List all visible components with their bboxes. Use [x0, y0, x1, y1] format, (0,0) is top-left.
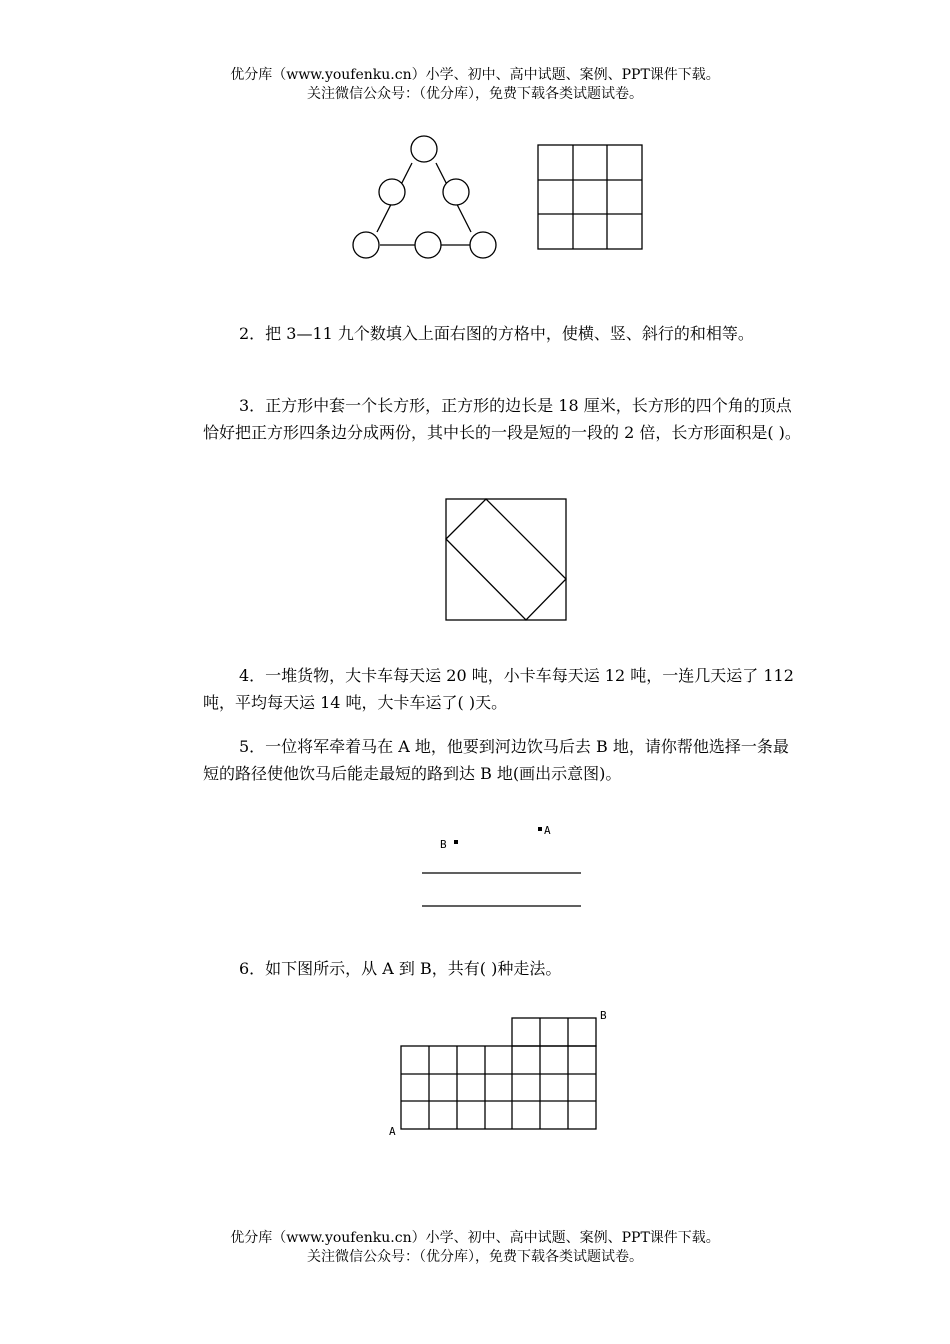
question-4: 4．一堆货物，大卡车每天运 20 吨，小卡车每天运 12 吨，一连几天运了 112 吨，平均每天运 14 吨，大卡车运了( )天。 — [203, 666, 794, 712]
question-3: 3．正方形中套一个长方形，正方形的边长是 18 厘米，长方形的四个角的顶点恰好把正方形四条边分成两份，其中长的一段是短的一段的 2 倍，长方形面积是( )。 — [203, 396, 801, 442]
grid-start-label: A — [389, 1125, 396, 1138]
footer-line-2: 关注微信公众号：（优分库），免费下载各类试题试卷。 — [307, 1249, 643, 1265]
header-line-1: 优分库（www.youfenku.cn）小学、初中、高中试题、案例、PPT课件下载。 — [230, 67, 720, 83]
square-with-rectangle-figure — [446, 499, 566, 620]
footer-line-1: 优分库（www.youfenku.cn）小学、初中、高中试题、案例、PPT课件下载。 — [230, 1230, 720, 1246]
path-grid-figure — [401, 1018, 596, 1129]
question-6: 6．如下图所示，从 A 到 B，共有( )种走法。 — [239, 959, 562, 978]
river-figure — [422, 873, 581, 906]
circle-triangle-figure — [353, 136, 496, 258]
point-b-label: B — [440, 838, 447, 851]
point-b-marker — [454, 840, 458, 844]
point-a-marker — [538, 827, 542, 831]
three-by-three-grid — [538, 145, 642, 249]
point-a-label: A — [544, 824, 551, 837]
grid-end-label: B — [600, 1009, 607, 1022]
question-2: 2．把 3—11 九个数填入上面右图的方格中，使横、竖、斜行的和相等。 — [239, 324, 754, 343]
question-5: 5．一位将军牵着马在 A 地，他要到河边饮马后去 B 地，请你帮他选择一条最短的路径使他饮马后能走最短的路到达 B 地(画出示意图)。 — [203, 737, 789, 783]
header-line-2: 关注微信公众号：（优分库），免费下载各类试题试卷。 — [307, 86, 643, 102]
page-footer — [0, 1229, 950, 1267]
